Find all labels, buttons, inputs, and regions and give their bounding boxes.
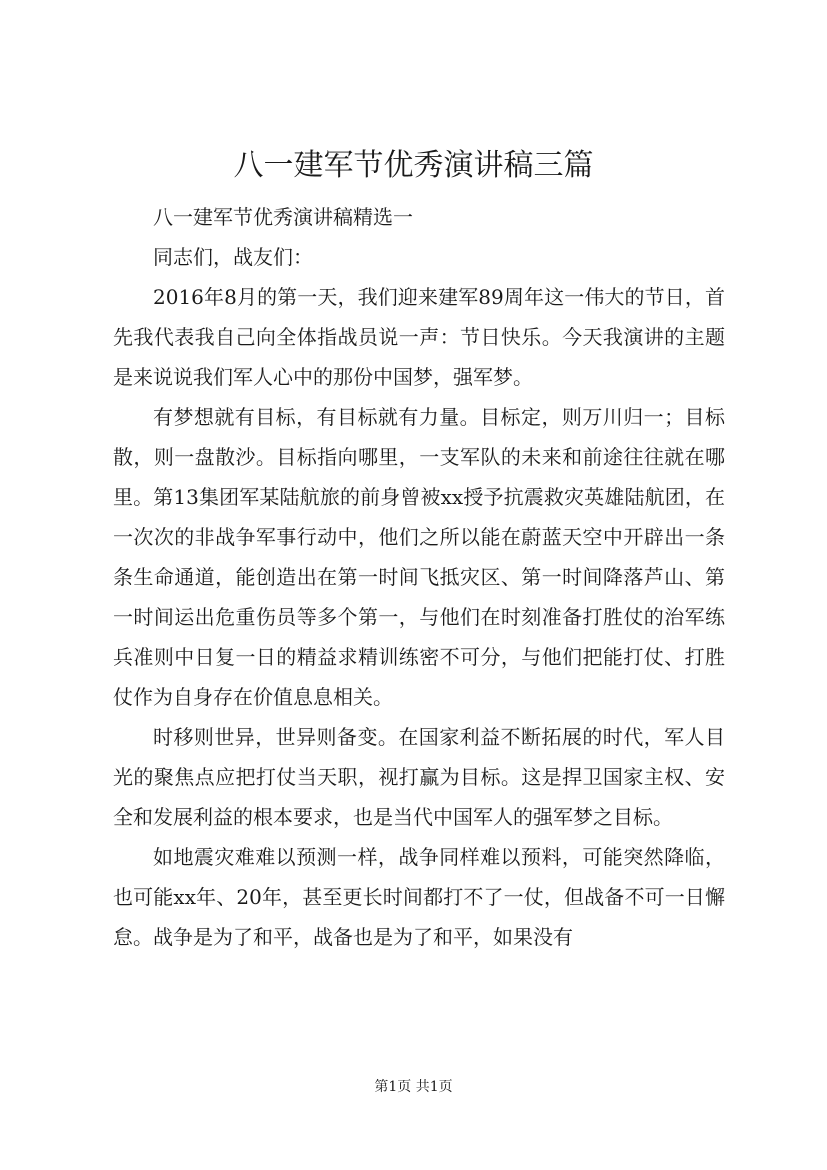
paragraph: 如地震灾难难以预测一样，战争同样难以预料，可能突然降临，也可能xx年、20年，甚至更长时间都打不了一仗，但战备不可一日懈怠。战争是为了和平，战备也是为了和平，如果没有: [113, 845, 725, 949]
document-body: [113, 197, 725, 957]
paragraph-salutation: 同志们，战友们：: [153, 245, 313, 269]
page-number-footer: 第1页 共1页: [374, 1079, 453, 1095]
paragraph: 2016年8月的第一天，我们迎来建军89周年这一伟大的节日，首先我代表我自己向全体指战员说一声：节日快乐。今天我演讲的主题是来说说我们军人心中的那份中国梦，强军梦。: [113, 285, 725, 389]
paragraph-subtitle: 八一建军节优秀演讲稿精选一: [153, 205, 413, 229]
paragraph: 时移则世异，世异则备变。在国家利益不断拓展的时代，军人目光的聚焦点应把打仗当天职，视打赢为目标。这是捍卫国家主权、安全和发展利益的根本要求，也是当代中国军人的强军梦之目标。: [113, 725, 725, 829]
paragraph: 有梦想就有目标，有目标就有力量。目标定，则万川归一；目标散，则一盘散沙。目标指向哪里，一支军队的未来和前途往往就在哪里。第13集团军某陆航旅的前身曾被xx授予抗震救灾英雄陆航团，在一次次的非战争军事行动中，他们之所以能在蔚蓝天空中开辟出一条条生命通道，能创造出在第一时间飞抵灾区、第一时间降落芦山、第一时间运出危重伤员等多个第一，与他们在时刻准备打胜仗的治军练兵准则中日复一日的精益求精训练密不可分，与他们把能打仗、打胜仗作为自身存在价值息息相关。: [113, 405, 725, 709]
document-title: 八一建军节优秀演讲稿三篇: [233, 148, 594, 183]
